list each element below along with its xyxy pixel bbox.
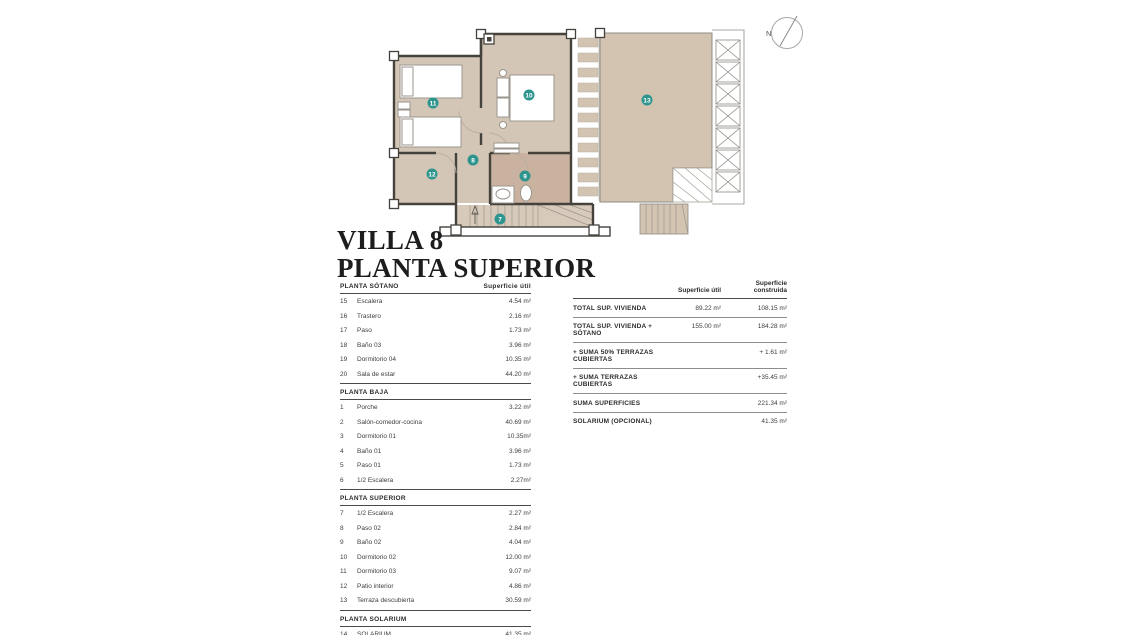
summary-util-value (673, 400, 721, 407)
summary-construida-value: 108.15 m² (757, 304, 787, 312)
area-row (340, 309, 531, 324)
room-number: 17 (340, 327, 348, 334)
room-name: Paso 02 (357, 524, 381, 532)
summary-table (573, 280, 787, 430)
room-number: 13 (340, 597, 348, 604)
room-area: 4.86 m² (508, 582, 531, 590)
summary-row (573, 343, 787, 369)
toilet (521, 185, 532, 201)
area-row (340, 338, 531, 353)
room-number: 10 (340, 553, 348, 561)
summary-construida-value: 184.28 m² (757, 323, 787, 330)
room-name: Sala de estar (357, 370, 396, 378)
badge-11: 11 (429, 100, 437, 108)
area-row (340, 294, 531, 309)
table-section (340, 283, 531, 384)
summary-row-label: + SUMA 50% TERRAZAS CUBIERTAS (573, 348, 654, 363)
room-area: 12.00 m² (505, 553, 531, 561)
room-area: 40.69 m² (505, 418, 531, 426)
room-name: Baño 03 (357, 341, 382, 349)
room-area: 4.54 m² (508, 298, 531, 305)
room-name: SOLARIUM (357, 630, 391, 635)
summary-row-label: TOTAL SUP. VIVIENDA (573, 304, 647, 312)
table-section (340, 616, 531, 635)
summary-construida-value: 221.34 m² (757, 399, 787, 407)
area-row (340, 564, 531, 579)
summary-row (573, 299, 787, 318)
area-row (340, 367, 531, 382)
section-title: PLANTA SOLARIUM (340, 615, 407, 623)
room-number: 14 (340, 630, 348, 635)
room-name: Dormitorio 03 (357, 568, 397, 575)
table-section (340, 389, 531, 490)
summary-util-value (673, 349, 721, 363)
room-number: 18 (340, 341, 348, 349)
summary-util-value: 155.00 m² (691, 323, 721, 330)
summary-util-value (673, 374, 721, 388)
room-number: 1 (340, 404, 344, 411)
area-row (340, 352, 531, 367)
area-row (340, 444, 531, 459)
room-area: 1.73 m² (508, 327, 531, 334)
room-area: 4.04 m² (508, 539, 531, 546)
summary-construida-value: +35.45 m² (757, 374, 787, 381)
area-row (340, 535, 531, 550)
section-header (340, 389, 531, 400)
section-rows (340, 627, 531, 635)
room-name: Dormitorio 04 (357, 356, 397, 363)
room-area: 30.59 m² (505, 597, 531, 604)
section-title: PLANTA BAJA (340, 389, 389, 396)
room-area: 2.84 m² (508, 524, 531, 532)
room-area: 3.96 m² (508, 447, 531, 455)
room-area: 2.16 m² (508, 312, 531, 320)
badge-7: 7 (498, 216, 502, 224)
page-title (337, 226, 595, 282)
badge-13: 13 (643, 97, 651, 105)
room-number: 11 (340, 568, 347, 575)
summary-util-value: 89.22 m² (695, 304, 721, 312)
summary-row (573, 318, 787, 344)
room-name: 1/2 Escalera (357, 510, 394, 517)
room-area: 3.96 m² (508, 341, 531, 349)
area-row (340, 323, 531, 338)
area-row (340, 593, 531, 608)
room-number: 7 (340, 510, 344, 517)
room-name: Terraza descubierta (357, 597, 415, 604)
terrace (600, 33, 712, 234)
room-number: 4 (340, 447, 344, 455)
room-area: 1.73 m² (508, 462, 531, 469)
badge-12: 12 (428, 171, 436, 179)
area-row (340, 506, 531, 521)
section-rows (340, 506, 531, 608)
room-name: Patio interior (357, 582, 394, 590)
room-number: 6 (340, 476, 344, 484)
room-name: Escalera (357, 298, 383, 305)
badge-9: 9 (523, 173, 527, 181)
room-area: 10.35m² (507, 433, 531, 440)
louver-strip (712, 30, 744, 204)
room-number: 16 (340, 312, 348, 320)
room-number: 8 (340, 524, 344, 532)
summary-row-label: TOTAL SUP. VIVIENDA + SÓTANO (573, 323, 653, 337)
section-rows (340, 400, 531, 487)
room-area: 10.35 m² (505, 356, 531, 363)
room-name: Paso 01 (357, 462, 381, 469)
floor-plan (370, 5, 815, 250)
summary-row-label: SOLARIUM (OPCIONAL) (573, 418, 652, 425)
section-header (340, 495, 531, 506)
area-row (340, 521, 531, 536)
summary-rows (573, 299, 787, 430)
room-number: 19 (340, 356, 348, 363)
section-col-header: Superficie útil (483, 283, 531, 290)
room-area: 2.27 m² (508, 510, 531, 517)
summary-util-value (673, 418, 721, 425)
section-header (340, 616, 531, 627)
area-row (340, 458, 531, 473)
title-floor: PLANTA SUPERIOR (337, 253, 596, 283)
section-header (340, 283, 531, 294)
room-name: Salón-comedor-cocina (357, 418, 423, 426)
north-arrow-icon (766, 16, 803, 49)
room-area: 2.27m² (510, 476, 531, 484)
north-label: N (766, 29, 772, 38)
room-number: 9 (340, 539, 344, 546)
area-row (340, 429, 531, 444)
room-name: Dormitorio 01 (357, 433, 397, 440)
summary-row (573, 394, 787, 413)
stair-fill (457, 205, 593, 227)
summary-col2-header: Superficie construida (753, 280, 787, 294)
area-row (340, 473, 531, 488)
room-number: 5 (340, 462, 344, 469)
area-row (340, 550, 531, 565)
section-title: PLANTA SUPERIOR (340, 495, 406, 502)
room-name: 1/2 Escalera (357, 476, 394, 484)
room-number: 3 (340, 433, 344, 440)
summary-construida-value: + 1.61 m² (759, 348, 787, 356)
room-number: 15 (340, 298, 348, 305)
summary-row (573, 413, 787, 431)
room-number: 20 (340, 370, 348, 378)
room-number: 2 (340, 418, 344, 426)
room-name: Paso (357, 327, 372, 334)
room-name: Trastero (357, 312, 381, 320)
headboard (497, 78, 509, 97)
pergola-slats (578, 33, 599, 201)
room-area: 44.20 m² (505, 370, 531, 378)
summary-col1-header: Superficie útil (678, 287, 721, 294)
section-title: PLANTA SÓTANO (340, 283, 399, 290)
summary-row (573, 369, 787, 395)
room-name: Baño 02 (357, 539, 382, 546)
room-name: Porche (357, 404, 378, 411)
section-rows (340, 294, 531, 381)
room-name: Dormitorio 02 (357, 553, 397, 561)
summary-row-label: SUMA SUPERFICIES (573, 399, 641, 407)
room-number: 12 (340, 582, 348, 590)
table-section (340, 495, 531, 611)
summary-row-label: + SUMA TERRAZAS CUBIERTAS (573, 374, 638, 388)
summary-header (573, 280, 787, 299)
area-tables (340, 283, 531, 635)
room-name: Baño 01 (357, 447, 382, 455)
summary-construida-value: 41.35 m² (761, 418, 787, 425)
room-area: 3.22 m² (508, 404, 531, 411)
badge-8: 8 (471, 157, 475, 165)
area-row (340, 415, 531, 430)
room-area: 9.07 m² (508, 568, 531, 575)
area-row (340, 400, 531, 415)
title-villa: VILLA 8 (337, 225, 444, 255)
room-area: 41.35 m² (505, 630, 531, 635)
area-row (340, 627, 531, 635)
area-row (340, 579, 531, 594)
badge-10: 10 (525, 92, 533, 100)
